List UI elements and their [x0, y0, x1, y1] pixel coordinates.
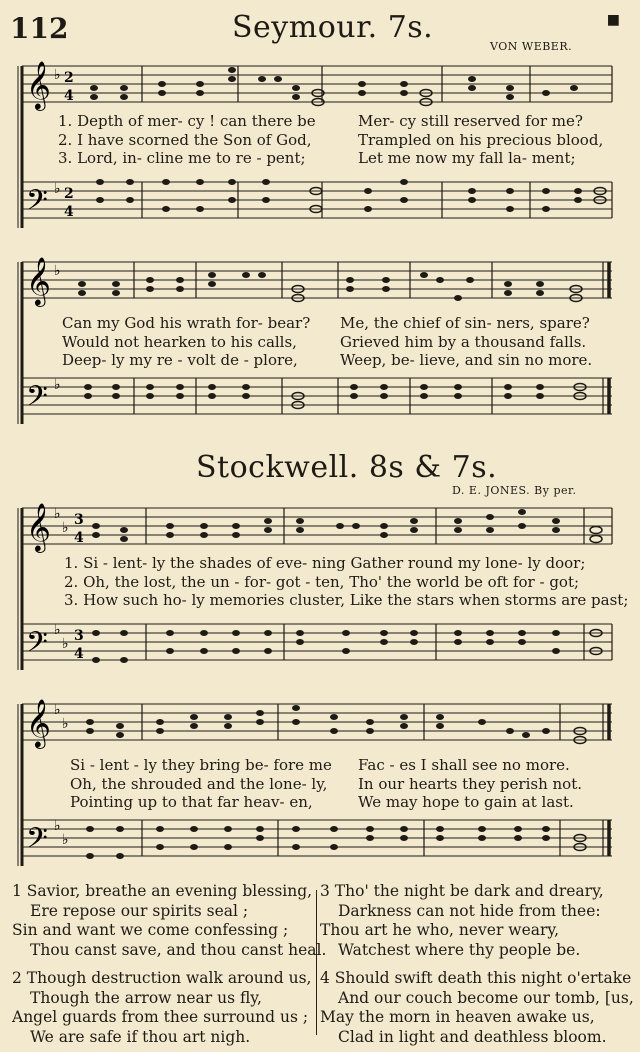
svg-text:♭: ♭: [54, 702, 61, 718]
lyric-line: 3. How such ho- ly memories cluster, Like the stars when storms are past;: [64, 591, 629, 609]
verses-left-column: [12, 882, 326, 1047]
lyric-line: Deep- ly my re - volt de - plore, Weep, be- lieve, and sin no more.: [62, 351, 593, 369]
hymn1-title: Seymour. 7s.: [232, 10, 434, 45]
verse-line: 2 Though destruction walk around us,: [12, 969, 312, 987]
svg-text:3: 3: [74, 628, 84, 644]
lyric-line: Would not hearken to his calls, Grieved him by a thousand falls.: [62, 332, 587, 351]
svg-text:4: 4: [74, 530, 84, 546]
svg-text:♭: ♭: [54, 506, 61, 522]
svg-text:♭: ♭: [54, 67, 61, 83]
svg-text:♭: ♭: [62, 636, 69, 652]
hymn2-title: Stockwell. 8s & 7s.: [196, 450, 498, 485]
lyric-line: 1. Depth of mer- cy ! can there be Mer- cy still reserved for me?: [58, 112, 583, 130]
svg-text:𝄢: 𝄢: [26, 626, 48, 666]
lyric-line: Pointing up to that far heav- en, We may hope to gain at last.: [70, 793, 574, 811]
lyric-line: Can my God his wrath for- bear? Me, the chief of sin- ners, spare?: [62, 314, 590, 332]
svg-text:♭: ♭: [62, 832, 69, 848]
svg-text:♭: ♭: [54, 377, 61, 393]
lyric-line: Si - lent - ly they bring be- fore me Fac - es I shall see no more.: [70, 756, 570, 774]
verses-right-column: [320, 882, 634, 1047]
svg-text:♭: ♭: [54, 622, 61, 638]
verse-line: Sin and want we come confessing ;: [12, 921, 289, 939]
verse-line: Angel guards from thee surround us ;: [12, 1008, 309, 1026]
svg-text:4: 4: [64, 88, 74, 104]
verse-line: 1 Savior, breathe an evening blessing,: [12, 882, 313, 900]
verse-line: Darkness can not hide from thee:: [338, 901, 601, 920]
verse-line: 3 Tho' the night be dark and dreary,: [320, 882, 604, 900]
svg-text:4: 4: [64, 204, 74, 220]
svg-text:♭: ♭: [54, 181, 61, 197]
lyric-line: 1. Si - lent- ly the shades of eve- ning Gather round my lone- ly door;: [64, 554, 586, 572]
svg-text:𝄞: 𝄞: [26, 256, 51, 305]
verse-line: Thou canst save, and thou canst heal.: [30, 940, 327, 959]
svg-text:♭: ♭: [54, 263, 61, 279]
hymn1-system2-lyrics: [62, 314, 592, 370]
svg-text:𝄞: 𝄞: [26, 698, 51, 747]
hymn1-system1-lyrics: [58, 112, 603, 168]
svg-text:4: 4: [74, 646, 84, 662]
svg-text:𝄞: 𝄞: [26, 60, 51, 109]
hymn1-composer: VON WEBER.: [490, 40, 573, 53]
verse-line: Ere repose our spirits seal ;: [30, 901, 249, 920]
svg-text:♭: ♭: [62, 716, 69, 732]
corner-mark: ■: [606, 12, 620, 28]
verse-line: May the morn in heaven awake us,: [320, 1008, 595, 1026]
lyric-line: Oh, the shrouded and the lone- ly, In our hearts they perish not.: [70, 774, 582, 793]
verse-line: Watchest where thy people be.: [338, 940, 581, 959]
verse-line: And our couch become our tomb, [us,: [338, 988, 634, 1007]
verse-line: Clad in light and deathless bloom.: [338, 1027, 607, 1046]
svg-text:𝄞: 𝄞: [26, 502, 51, 551]
svg-text:𝄢: 𝄢: [26, 380, 48, 420]
lyric-line: 2. I have scorned the Son of God, Trampled on his precious blood,: [58, 130, 604, 149]
svg-text:♭: ♭: [54, 818, 61, 834]
svg-text:𝄢: 𝄢: [26, 822, 48, 862]
verse-line: Thou art he who, never weary,: [320, 921, 560, 939]
hymn2-system1-lyrics: [64, 554, 628, 610]
verse-line: Though the arrow near us fly,: [30, 988, 262, 1007]
svg-text:3: 3: [74, 512, 84, 528]
svg-text:2: 2: [64, 70, 74, 86]
svg-text:𝄢: 𝄢: [26, 184, 48, 224]
lyric-line: 3. Lord, in- cline me to re - pent; Let me now my fall la- ment;: [58, 149, 576, 167]
lyric-line: 2. Oh, the lost, the un - for- got - ten, Tho' the world be oft for - got;: [64, 572, 580, 591]
verse-line: We are safe if thou art nigh.: [30, 1027, 251, 1046]
hymn2-composer: D. E. JONES. By per.: [452, 484, 577, 497]
svg-text:♭: ♭: [62, 520, 69, 536]
hymn2-system2-lyrics: [70, 756, 582, 812]
verse-line: 4 Should swift death this night o'ertake: [320, 969, 632, 987]
page-number: 112: [10, 12, 69, 45]
svg-text:2: 2: [64, 186, 74, 202]
